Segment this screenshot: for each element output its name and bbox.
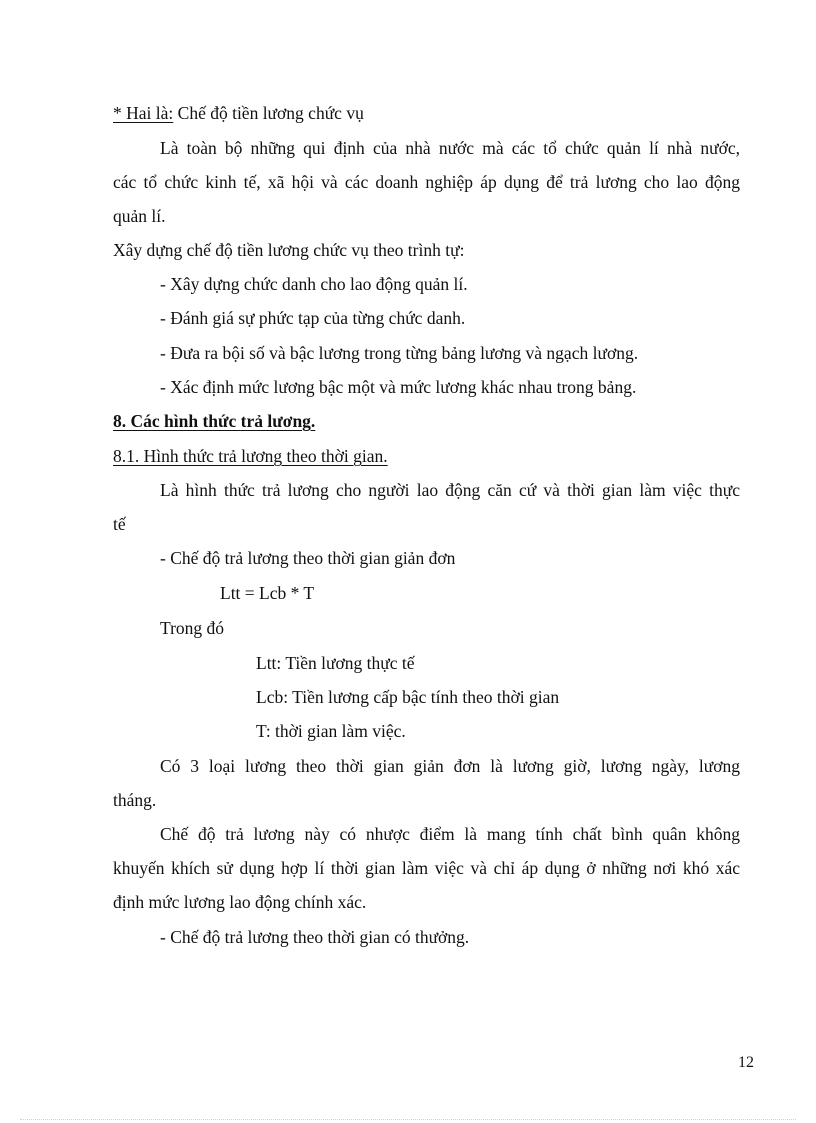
paragraph-line: khuyến khích sử dụng hợp lí thời gian làm việc và chỉ áp dụng ở những nơi khó xác xyxy=(113,858,740,878)
page-bottom-divider xyxy=(20,1119,796,1120)
heading-8-1: 8.1. Hình thức trả lương theo thời gian. xyxy=(113,446,388,466)
paragraph-line: Có 3 loại lương theo thời gian giản đơn là lương giờ, lương ngày, lương xyxy=(160,756,740,776)
section-heading-title: Chế độ tiền lương chức vụ xyxy=(173,103,364,123)
definition-item: Lcb: Tiền lương cấp bậc tính theo thời gian xyxy=(256,687,560,707)
list-item: - Đánh giá sự phức tạp của từng chức danh. xyxy=(160,308,466,328)
paragraph-line: quản lí. xyxy=(113,206,166,226)
list-item: - Chế độ trả lương theo thời gian có thưởng. xyxy=(160,927,470,947)
paragraph-line: tháng. xyxy=(113,790,157,810)
formula: Ltt = Lcb * T xyxy=(220,583,315,603)
definition-item: Ltt: Tiền lương thực tế xyxy=(256,653,415,673)
list-item: - Xác định mức lương bậc một và mức lương khác nhau trong bảng. xyxy=(160,377,637,397)
paragraph-line: tế xyxy=(113,514,126,534)
build-intro: Xây dựng chế độ tiền lương chức vụ theo trình tự: xyxy=(113,240,465,260)
page-number: 12 xyxy=(738,1054,754,1071)
section-heading xyxy=(113,102,364,124)
paragraph-line: định mức lương lao động chính xác. xyxy=(113,892,367,912)
definition-item: T: thời gian làm việc. xyxy=(256,721,406,741)
list-item: - Đưa ra bội số và bậc lương trong từng bảng lương và ngạch lương. xyxy=(160,343,639,363)
paragraph-line: Là hình thức trả lương cho người lao động căn cứ và thời gian làm việc thực xyxy=(160,480,740,500)
paragraph-line: Chế độ trả lương này có nhược điểm là mang tính chất bình quân không xyxy=(160,824,740,844)
list-item: - Xây dựng chức danh cho lao động quản lí. xyxy=(160,274,468,294)
list-item: - Chế độ trả lương theo thời gian giản đơn xyxy=(160,548,456,568)
paragraph-line: Là toàn bộ những qui định của nhà nước mà các tổ chức quản lí nhà nước, xyxy=(160,138,740,158)
heading-8: 8. Các hình thức trả lương. xyxy=(113,411,316,431)
section-heading-prefix: * Hai là: xyxy=(113,103,174,123)
where-label: Trong đó xyxy=(160,618,225,638)
paragraph-line: các tổ chức kinh tế, xã hội và các doanh nghiệp áp dụng để trả lương cho lao động xyxy=(113,172,740,192)
